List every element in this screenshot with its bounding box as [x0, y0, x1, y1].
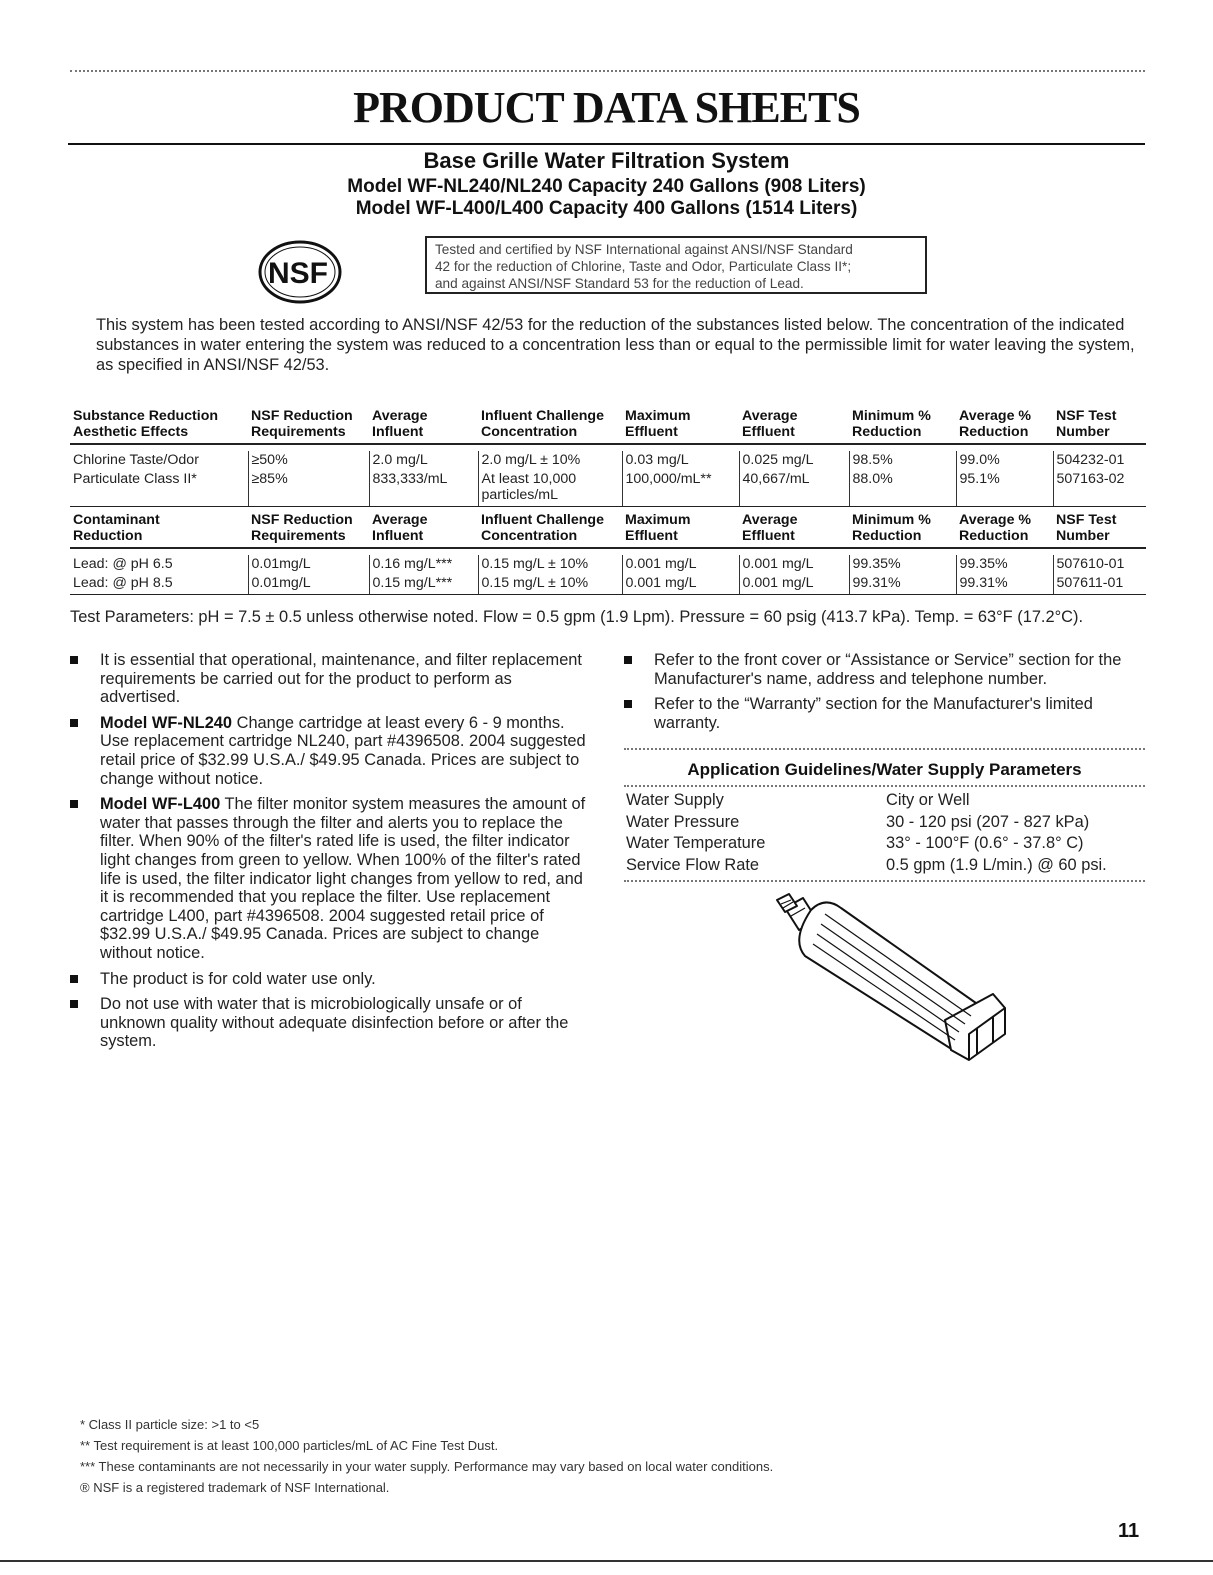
parameter-value: 30 - 120 psi (207 - 827 kPa): [886, 812, 1090, 831]
table-cell: 0.15 mg/L ± 10%: [478, 555, 622, 574]
bullet-item: [624, 651, 1144, 688]
column-header-line: Influent Challenge: [481, 512, 604, 528]
footnotes: [80, 1414, 773, 1498]
column-header-line: Maximum: [625, 512, 691, 528]
column-header-line: Average: [742, 512, 798, 528]
table-row: [70, 451, 1146, 470]
intro-paragraph: This system has been tested according to ANSI/NSF 42/53 for the reduction of the substances listed below. The concentration of the indicated substances in water entering the system was reduced to a concentration less than or equal to the permissible limit for water leaving the system, as specified in ANSI/NSF 42/53.: [96, 316, 1135, 374]
column-header-line: Average: [742, 408, 798, 424]
table-cell: 99.31%: [849, 574, 956, 595]
application-guidelines-title: Application Guidelines/Water Supply Parameters: [687, 760, 1082, 779]
column-header-line: NSF Test: [1056, 512, 1117, 528]
table-cell: 0.001 mg/L: [739, 574, 849, 595]
column-header-line: Reduction: [73, 528, 143, 544]
column-header: [622, 408, 739, 444]
table-cell: 99.35%: [849, 555, 956, 574]
cert-line: and against ANSI/NSF Standard 53 for the reduction of Lead.: [435, 276, 804, 291]
column-header: [478, 408, 622, 444]
table-cell: Chlorine Taste/Odor: [73, 452, 199, 468]
column-header-line: Requirements: [251, 424, 346, 440]
bullet-text: Do not use with water that is microbiologically unsafe or of unknown quality without adequate disinfection before or after the system.: [100, 995, 569, 1051]
test-parameters: Test Parameters: pH = 7.5 ± 0.5 unless otherwise noted. Flow = 0.5 gpm (1.9 Lpm). Pressure = 60 psig (413.7 kPa). Temp. = 63°F (17.2°C).: [70, 608, 1084, 626]
parameter-value: City or Well: [886, 791, 970, 809]
contaminant-reduction-table: [70, 512, 1146, 595]
top-dotted-rule: [70, 70, 1145, 72]
table-cell: 0.16 mg/L***: [369, 555, 478, 574]
cert-line: 42 for the reduction of Chlorine, Taste and Odor, Particulate Class II*;: [435, 259, 852, 274]
bullet-square-icon: [70, 656, 78, 664]
column-header: [956, 408, 1053, 444]
bullet-item: [70, 651, 590, 707]
app-mid-dotted-rule: [624, 785, 1145, 787]
table-cell: 88.0%: [849, 470, 956, 507]
bullet-item: [70, 795, 590, 962]
footnote: ** Test requirement is at least 100,000 particles/mL of AC Fine Test Dust.: [80, 1438, 499, 1453]
parameter-name: Water Temperature: [626, 834, 766, 852]
parameter-name: Water Supply: [626, 791, 724, 809]
column-header: [849, 408, 956, 444]
column-header: [70, 408, 248, 444]
svg-text:NSF: NSF: [268, 257, 328, 290]
bullet-square-icon: [624, 656, 632, 664]
table-cell: 95.1%: [956, 470, 1053, 507]
table-cell: 0.15 mg/L ± 10%: [478, 574, 622, 595]
column-header-line: Aesthetic Effects: [73, 424, 189, 440]
table-cell: 0.001 mg/L: [622, 555, 739, 574]
application-guidelines-table: [624, 790, 1145, 876]
table-cell: 0.001 mg/L: [622, 574, 739, 595]
column-header: [1053, 408, 1146, 444]
table-cell: Lead: @ pH 6.5: [73, 556, 173, 572]
column-header-line: Reduction: [852, 528, 922, 544]
bottom-rule: [0, 1560, 1213, 1562]
bullet-text: The filter monitor system measures the amount of water that passes through the filter and alerts you to replace the filter. When 90% of the filter's rated life is used, the filter indicator light changes from green to yellow. When 100% of the filter's rated life is used, the filter indicator light changes from yellow to red, and it is recommended that you replace the filter. Use replacement cartridge L400, part #4396508. 2004 suggested retail price of $32.99 U.S.A./ $49.95 Canada. Prices are subject to change without notice.: [100, 795, 586, 962]
column-header: [248, 512, 369, 548]
spacer-row: [70, 548, 1146, 555]
cert-line: Tested and certified by NSF International against ANSI/NSF Standard: [435, 242, 853, 257]
parameter-row: [624, 855, 1145, 877]
bullet-square-icon: [624, 700, 632, 708]
column-header-line: Influent Challenge: [481, 408, 604, 424]
table-cell: 99.35%: [956, 555, 1053, 574]
column-header-line: Minimum %: [852, 408, 931, 424]
title-underline: [68, 143, 1145, 145]
bullet-item: [624, 695, 1144, 732]
bullet-square-icon: [70, 719, 78, 727]
column-header-line: NSF Reduction: [251, 408, 353, 424]
table-cell: 99.0%: [956, 451, 1053, 470]
table-cell: 99.31%: [956, 574, 1053, 595]
parameter-row: [624, 812, 1145, 834]
table-cell: Particulate Class II*: [70, 470, 248, 507]
column-header-line: Effluent: [742, 528, 795, 544]
app-bottom-dotted-rule: [624, 880, 1145, 882]
table-cell: 507610-01: [1053, 555, 1146, 574]
table-cell: 0.001 mg/L: [739, 555, 849, 574]
column-header: [1053, 512, 1146, 548]
bullet-bold-label: Model WF-NL240: [100, 713, 233, 732]
spacer-row: [70, 444, 1146, 451]
footnote: ® NSF is a registered trademark of NSF International.: [80, 1480, 390, 1495]
column-header: [956, 512, 1053, 548]
parameter-value: 0.5 gpm (1.9 L/min.) @ 60 psi.: [886, 855, 1107, 874]
page-number: 11: [1118, 1520, 1140, 1542]
filter-cartridge-illustration: [755, 890, 1015, 1080]
table-cell: ≥50%: [248, 451, 369, 470]
column-header: [739, 408, 849, 444]
column-header: [369, 408, 478, 444]
bullet-text: Change cartridge at least every 6 - 9 months. Use replacement cartridge NL240, part #4396508. 2004 suggested retail price of $32.99 U.S.A./ $49.95 Canada. Prices are subject to change without notice.: [100, 713, 586, 788]
column-header-line: Reduction: [959, 528, 1029, 544]
bullet-square-icon: [70, 800, 78, 808]
parameter-row: [624, 833, 1145, 855]
column-header-line: Average: [372, 512, 428, 528]
column-header-line: Concentration: [481, 424, 578, 440]
table-cell: 507163-02: [1053, 470, 1146, 507]
column-header-line: Contaminant: [73, 512, 160, 528]
table-cell: 0.025 mg/L: [739, 451, 849, 470]
aesthetic-effects-table: [70, 408, 1146, 507]
bullet-text: Refer to the “Warranty” section for the Manufacturer's limited warranty.: [654, 695, 1093, 732]
right-bullet-list: [624, 651, 1144, 739]
column-header-line: Number: [1056, 424, 1110, 440]
footnote: * Class II particle size: >1 to <5: [80, 1417, 260, 1432]
table-row: [70, 470, 1146, 507]
column-header-line: NSF Test: [1056, 408, 1117, 424]
table-cell: 504232-01: [1053, 451, 1146, 470]
parameter-value: 33° - 100°F (0.6° - 37.8° C): [886, 834, 1084, 852]
table-cell: 2.0 mg/L: [369, 451, 478, 470]
table-cell: 2.0 mg/L ± 10%: [478, 451, 622, 470]
column-header: [248, 408, 369, 444]
table-cell: At least 10,000 particles/mL: [478, 470, 622, 507]
left-bullet-list: [70, 651, 590, 1058]
app-top-dotted-rule: [624, 748, 1145, 750]
table-cell: 0.15 mg/L***: [369, 574, 478, 595]
bullet-square-icon: [70, 1000, 78, 1008]
column-header-line: Average %: [959, 408, 1032, 424]
column-header-line: Minimum %: [852, 512, 931, 528]
table-cell: 833,333/mL: [369, 470, 478, 507]
column-header-line: Requirements: [251, 528, 346, 544]
table-cell: 0.01mg/L: [248, 574, 369, 595]
bullet-item: [70, 995, 590, 1051]
model-line-l400: Model WF-L400/L400 Capacity 400 Gallons (1514 Liters): [355, 198, 858, 219]
column-header-line: Influent: [372, 528, 424, 544]
page-title: PRODUCT DATA SHEETS: [353, 83, 860, 132]
column-header-line: Maximum: [625, 408, 691, 424]
column-header-line: Substance Reduction: [73, 408, 219, 424]
column-header-line: NSF Reduction: [251, 512, 353, 528]
table-cell: 40,667/mL: [739, 470, 849, 507]
table-header-row: [70, 512, 1146, 548]
column-header-line: Average %: [959, 512, 1032, 528]
table-cell: 100,000/mL**: [622, 470, 739, 507]
parameter-name: Water Pressure: [626, 812, 740, 831]
model-line-nl240: Model WF-NL240/NL240 Capacity 240 Gallons (908 Liters): [347, 176, 866, 197]
bullet-text: The product is for cold water use only.: [100, 969, 376, 988]
table-cell: 98.5%: [849, 451, 956, 470]
column-header-line: Reduction: [852, 424, 922, 440]
column-header: [70, 512, 248, 548]
column-header: [622, 512, 739, 548]
parameter-row: [624, 790, 1145, 812]
column-header-line: Reduction: [959, 424, 1029, 440]
column-header: [369, 512, 478, 548]
bullet-bold-label: Model WF-L400: [100, 795, 221, 814]
table-cell: 507611-01: [1053, 574, 1146, 595]
column-header: [849, 512, 956, 548]
bullet-text: Refer to the front cover or “Assistance or Service” section for the Manufacturer's name, address and telephone number.: [654, 651, 1122, 688]
table-row: [70, 574, 1146, 595]
table-row: [70, 555, 1146, 574]
column-header-line: Effluent: [625, 528, 678, 544]
nsf-logo-icon: [258, 240, 342, 304]
column-header-line: Effluent: [625, 424, 678, 440]
nsf-certification-box: [425, 236, 927, 294]
parameter-name: Service Flow Rate: [626, 855, 759, 874]
bullet-item: [70, 970, 590, 989]
footnote: *** These contaminants are not necessarily in your water supply. Performance may vary based on local water conditions.: [80, 1459, 774, 1474]
table-cell: Lead: @ pH 8.5: [70, 574, 248, 595]
bullet-square-icon: [70, 975, 78, 983]
table-cell: ≥85%: [248, 470, 369, 507]
column-header-line: Concentration: [481, 528, 578, 544]
system-title: Base Grille Water Filtration System: [423, 148, 790, 173]
column-header: [478, 512, 622, 548]
bullet-item: [70, 714, 590, 788]
bullet-text: It is essential that operational, maintenance, and filter replacement requirements be carried out for the product to perform as advertised.: [100, 651, 582, 707]
table-cell: 0.01mg/L: [248, 555, 369, 574]
column-header: [739, 512, 849, 548]
table-cell: 0.03 mg/L: [622, 451, 739, 470]
column-header-line: Influent: [372, 424, 424, 440]
table-header-row: [70, 408, 1146, 444]
column-header-line: Number: [1056, 528, 1110, 544]
column-header-line: Average: [372, 408, 428, 424]
column-header-line: Effluent: [742, 424, 795, 440]
